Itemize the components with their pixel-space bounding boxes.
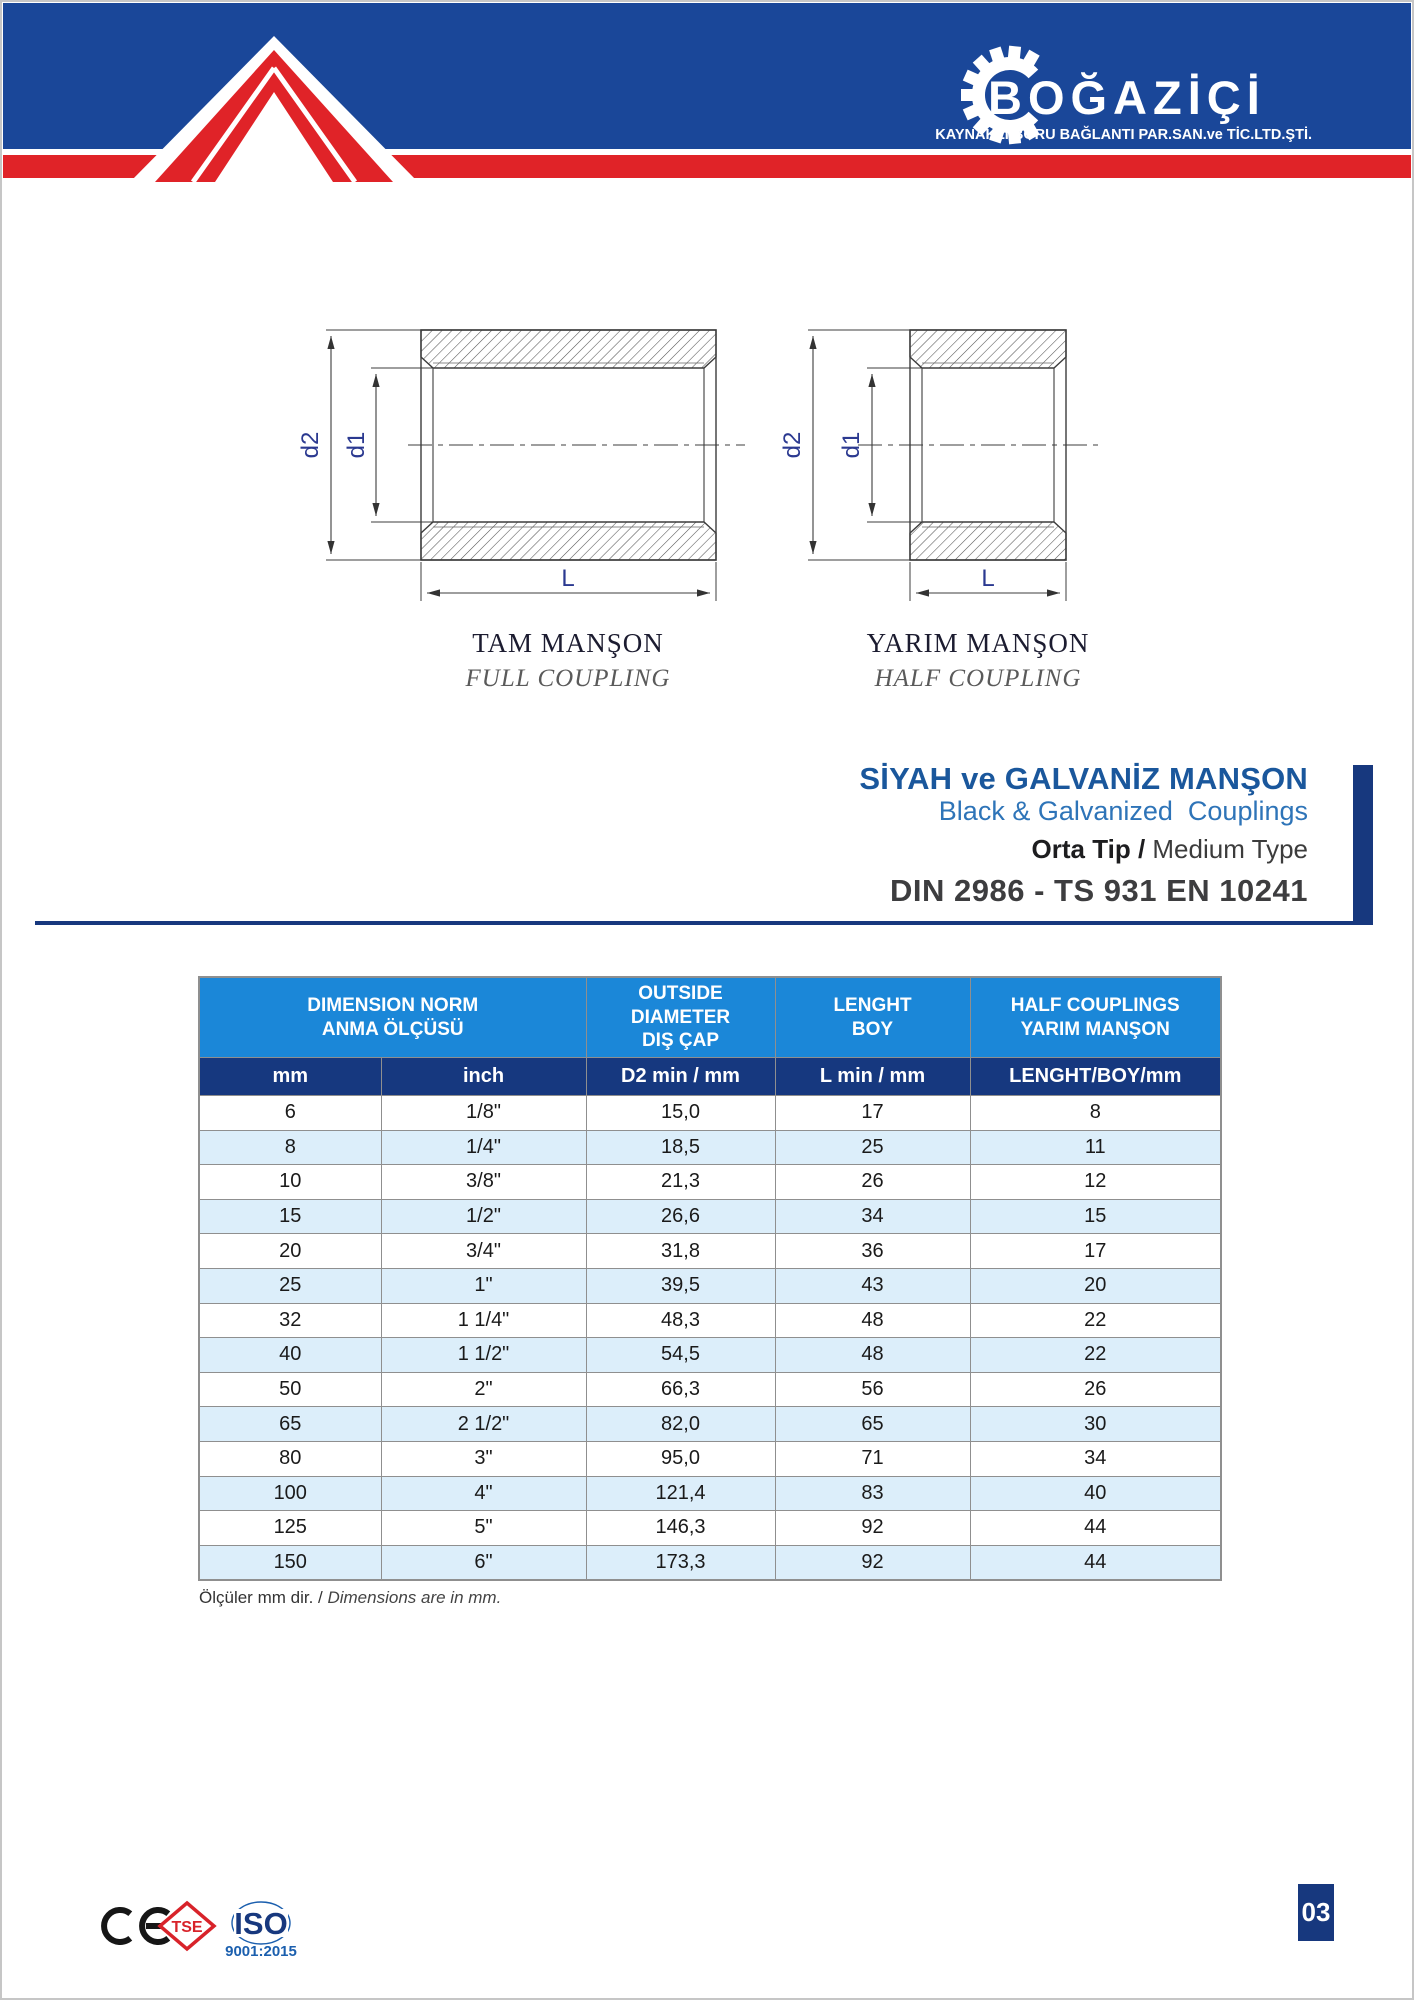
- table-cell: 20: [199, 1234, 381, 1269]
- table-cell: 40: [970, 1476, 1221, 1511]
- tse-label: TSE: [171, 1919, 203, 1936]
- table-cell: 3": [381, 1441, 586, 1476]
- table-row: [199, 1199, 1221, 1234]
- table-row: [199, 1303, 1221, 1338]
- table-cell: 15: [970, 1199, 1221, 1234]
- table-cell: 43: [775, 1268, 970, 1303]
- table-cell: 3/8": [381, 1165, 586, 1200]
- header-line: OUTSIDE: [638, 982, 723, 1004]
- table-cell: 83: [775, 1476, 970, 1511]
- table-cell: 17: [970, 1234, 1221, 1269]
- col-group-dimension-norm: [199, 977, 586, 1058]
- table-row: [199, 1476, 1221, 1511]
- table-cell: 20: [970, 1268, 1221, 1303]
- table-cell: 1/8": [381, 1096, 586, 1131]
- subheader-half: LENGHT/BOY/mm: [970, 1058, 1221, 1096]
- table-cell: 80: [199, 1441, 381, 1476]
- table-cell: 21,3: [586, 1165, 775, 1200]
- table-cell: 6": [381, 1545, 586, 1580]
- header-line: HALF COUPLINGS: [1010, 994, 1180, 1016]
- iso-logo-icon: [225, 1902, 297, 1960]
- table-cell: 1 1/2": [381, 1338, 586, 1373]
- dim-label-L-full: L: [561, 565, 575, 592]
- header-line: LENGHT: [833, 994, 912, 1016]
- table-cell: 65: [775, 1407, 970, 1442]
- half-coupling-drawing: [808, 330, 1098, 601]
- iso-label: ISO: [234, 1906, 288, 1941]
- table-cell: 48,3: [586, 1303, 775, 1338]
- table-cell: 146,3: [586, 1511, 775, 1546]
- subheader-mm: mm: [199, 1058, 381, 1096]
- product-standard: DIN 2986 - TS 931 EN 10241: [890, 872, 1308, 908]
- table-cell: 8: [970, 1096, 1221, 1131]
- table-cell: 34: [970, 1441, 1221, 1476]
- table-cell: 10: [199, 1165, 381, 1200]
- table-cell: 54,5: [586, 1338, 775, 1373]
- table-cell: 36: [775, 1234, 970, 1269]
- col-group-half-couplings: [970, 977, 1221, 1058]
- table-cell: 26: [970, 1372, 1221, 1407]
- product-type-en: Medium Type: [1145, 834, 1308, 865]
- iso-detail: 9001:2015: [225, 1943, 297, 1960]
- table-cell: 25: [775, 1130, 970, 1165]
- title-accent-bar: [1353, 765, 1373, 925]
- table-row: [199, 1130, 1221, 1165]
- table-cell: 3/4": [381, 1234, 586, 1269]
- brand-tagline: KAYNAKLI BORU BAĞLANTI PAR.SAN.ve TİC.LTD.ŞTİ.: [935, 127, 1312, 143]
- table-cell: 22: [970, 1338, 1221, 1373]
- section-divider-rule: [35, 921, 1353, 925]
- table-cell: 30: [970, 1407, 1221, 1442]
- table-cell: 125: [199, 1511, 381, 1546]
- table-cell: 100: [199, 1476, 381, 1511]
- table-cell: 17: [775, 1096, 970, 1131]
- table-cell: 48: [775, 1338, 970, 1373]
- header-band: [0, 0, 1414, 195]
- table-cell: 66,3: [586, 1372, 775, 1407]
- table-cell: 50: [199, 1372, 381, 1407]
- subheader-l: L min / mm: [775, 1058, 970, 1096]
- table-cell: 15: [199, 1199, 381, 1234]
- dim-label-d2-half: d2: [779, 431, 806, 459]
- dim-label-L-half: L: [981, 565, 995, 592]
- table-cell: 18,5: [586, 1130, 775, 1165]
- table-row: [199, 1407, 1221, 1442]
- table-cell: 40: [199, 1338, 381, 1373]
- table-cell: 11: [970, 1130, 1221, 1165]
- table-cell: 44: [970, 1545, 1221, 1580]
- dim-label-d2-full: d2: [297, 431, 324, 459]
- table-cell: 1 1/4": [381, 1303, 586, 1338]
- table-row: [199, 1096, 1221, 1131]
- table-row: [199, 1441, 1221, 1476]
- table-cell: 44: [970, 1511, 1221, 1546]
- table-cell: 2": [381, 1372, 586, 1407]
- full-coupling-title-en: FULL COUPLING: [465, 665, 671, 692]
- table-cell: 2 1/2": [381, 1407, 586, 1442]
- dim-label-d1-full: d1: [343, 431, 370, 459]
- table-cell: 15,0: [586, 1096, 775, 1131]
- subheader-inch: inch: [381, 1058, 586, 1096]
- half-coupling-title-tr: YARIM MANŞON: [866, 628, 1090, 658]
- table-row: [199, 1165, 1221, 1200]
- table-cell: 92: [775, 1545, 970, 1580]
- dimensions-footnote: [199, 1588, 501, 1608]
- table-cell: 6: [199, 1096, 381, 1131]
- table-cell: 26,6: [586, 1199, 775, 1234]
- table-cell: 56: [775, 1372, 970, 1407]
- table-cell: 8: [199, 1130, 381, 1165]
- footnote-en: Dimensions are in mm.: [327, 1588, 502, 1607]
- col-group-outside-diameter: [586, 977, 775, 1058]
- footnote-tr: Ölçüler mm dir. /: [199, 1588, 328, 1607]
- table-body: [199, 1096, 1221, 1581]
- table-row: [199, 1234, 1221, 1269]
- half-coupling-title-en: HALF COUPLING: [874, 665, 1082, 692]
- table-cell: 48: [775, 1303, 970, 1338]
- header-line: DIAMETER: [630, 1006, 731, 1028]
- header-line: DIMENSION NORM: [307, 994, 479, 1016]
- table-row: [199, 1545, 1221, 1580]
- table-cell: 32: [199, 1303, 381, 1338]
- certification-logos: [0, 1896, 360, 1966]
- col-group-length: [775, 977, 970, 1058]
- table-header-group-row: [199, 977, 1221, 1058]
- table-cell: 121,4: [586, 1476, 775, 1511]
- spec-table: [198, 976, 1222, 1581]
- header-line: YARIM MANŞON: [1020, 1018, 1170, 1040]
- product-title-en: Black & Galvanized Couplings: [938, 795, 1308, 826]
- subheader-d2: D2 min / mm: [586, 1058, 775, 1096]
- table-cell: 4": [381, 1476, 586, 1511]
- table-cell: 26: [775, 1165, 970, 1200]
- table-cell: 31,8: [586, 1234, 775, 1269]
- table-cell: 150: [199, 1545, 381, 1580]
- full-coupling-drawing: [326, 330, 745, 601]
- header-line: BOY: [851, 1018, 894, 1040]
- table-cell: 39,5: [586, 1268, 775, 1303]
- table-cell: 34: [775, 1199, 970, 1234]
- table-subheader-row: [199, 1058, 1221, 1096]
- table-row: [199, 1511, 1221, 1546]
- product-title-tr: SİYAH ve GALVANİZ MANŞON: [859, 761, 1308, 796]
- table-row: [199, 1372, 1221, 1407]
- table-cell: 95,0: [586, 1441, 775, 1476]
- product-type-tr: Orta Tip /: [1031, 834, 1146, 865]
- table-cell: 22: [970, 1303, 1221, 1338]
- table-cell: 1/2": [381, 1199, 586, 1234]
- table-cell: 12: [970, 1165, 1221, 1200]
- table-row: [199, 1268, 1221, 1303]
- product-title-block: [859, 763, 1308, 909]
- table-cell: 1/4": [381, 1130, 586, 1165]
- product-type: [859, 835, 1308, 864]
- table-cell: 25: [199, 1268, 381, 1303]
- table-cell: 173,3: [586, 1545, 775, 1580]
- full-coupling-title-tr: TAM MANŞON: [472, 628, 664, 658]
- table-cell: 92: [775, 1511, 970, 1546]
- brand-wordmark: BOĞAZİÇİ: [988, 71, 1266, 124]
- table-cell: 82,0: [586, 1407, 775, 1442]
- page-number-badge: 03: [1298, 1884, 1334, 1941]
- header-line: ANMA ÖLÇÜSÜ: [321, 1018, 464, 1040]
- table-cell: 71: [775, 1441, 970, 1476]
- table-row: [199, 1338, 1221, 1373]
- header-line: DIŞ ÇAP: [641, 1030, 720, 1052]
- table-cell: 65: [199, 1407, 381, 1442]
- dim-label-d1-half: d1: [838, 431, 865, 459]
- table-cell: 5": [381, 1511, 586, 1546]
- table-cell: 1": [381, 1268, 586, 1303]
